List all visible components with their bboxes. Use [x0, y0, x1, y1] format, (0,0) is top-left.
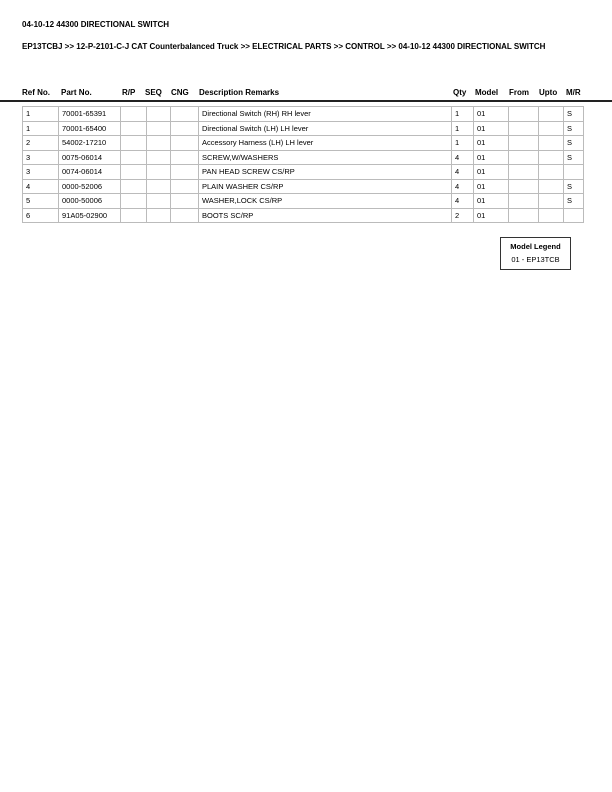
cell-seq: [147, 165, 171, 180]
cell-model: 01: [474, 194, 509, 209]
cell-qty: 1: [452, 107, 474, 122]
table-row: [23, 121, 584, 136]
legend-entry: 01 - EP13TCB: [511, 255, 560, 264]
cell-description: WASHER,LOCK CS/RP: [199, 194, 452, 209]
cell-qty: 2: [452, 208, 474, 223]
cell-seq: [147, 107, 171, 122]
cell-description: SCREW,W/WASHERS: [199, 150, 452, 165]
col-desc: Description Remarks: [199, 88, 280, 97]
cell-rp: [121, 121, 147, 136]
cell-mr: S: [564, 194, 584, 209]
cell-seq: [147, 208, 171, 223]
cell-seq: [147, 136, 171, 151]
cell-rp: [121, 136, 147, 151]
cell-rp: [121, 165, 147, 180]
cell-qty: 4: [452, 194, 474, 209]
cell-model: 01: [474, 136, 509, 151]
cell-part-no: 70001-65391: [59, 107, 121, 122]
table-row: [23, 208, 584, 223]
table-row: [23, 136, 584, 151]
cell-part-no: 0000-50006: [59, 194, 121, 209]
parts-table: [22, 106, 584, 223]
cell-cng: [171, 165, 199, 180]
col-upto: Upto: [539, 88, 558, 97]
cell-upto: [539, 107, 564, 122]
cell-model: 01: [474, 165, 509, 180]
cell-upto: [539, 121, 564, 136]
cell-from: [509, 165, 539, 180]
header-rule: [0, 100, 612, 102]
cell-mr: S: [564, 179, 584, 194]
col-from: From: [509, 88, 529, 97]
cell-seq: [147, 179, 171, 194]
cell-rp: [121, 150, 147, 165]
cell-part-no: 0074-06014: [59, 165, 121, 180]
cell-upto: [539, 194, 564, 209]
cell-seq: [147, 150, 171, 165]
cell-cng: [171, 107, 199, 122]
cell-model: 01: [474, 121, 509, 136]
cell-from: [509, 208, 539, 223]
legend-title: Model Legend: [510, 242, 561, 251]
cell-qty: 4: [452, 150, 474, 165]
model-legend: [500, 237, 571, 270]
cell-qty: 4: [452, 179, 474, 194]
col-qty: Qty: [453, 88, 467, 97]
page-title: 04-10-12 44300 DIRECTIONAL SWITCH: [22, 20, 170, 29]
cell-description: PAN HEAD SCREW CS/RP: [199, 165, 452, 180]
cell-from: [509, 179, 539, 194]
table-row: [23, 150, 584, 165]
cell-upto: [539, 208, 564, 223]
cell-description: Accessory Harness (LH) LH lever: [199, 136, 452, 151]
cell-mr: S: [564, 150, 584, 165]
cell-ref: 6: [23, 208, 59, 223]
cell-mr: [564, 208, 584, 223]
cell-from: [509, 150, 539, 165]
cell-cng: [171, 208, 199, 223]
col-ref: Ref No.: [22, 88, 50, 97]
cell-upto: [539, 150, 564, 165]
cell-ref: 1: [23, 107, 59, 122]
cell-rp: [121, 208, 147, 223]
cell-seq: [147, 121, 171, 136]
cell-seq: [147, 194, 171, 209]
col-mr: M/R: [566, 88, 581, 97]
col-part: Part No.: [61, 88, 92, 97]
cell-upto: [539, 179, 564, 194]
cell-description: PLAIN WASHER CS/RP: [199, 179, 452, 194]
cell-cng: [171, 121, 199, 136]
cell-rp: [121, 107, 147, 122]
cell-qty: 4: [452, 165, 474, 180]
table-row: [23, 165, 584, 180]
cell-from: [509, 107, 539, 122]
cell-rp: [121, 194, 147, 209]
col-seq: SEQ: [145, 88, 162, 97]
cell-ref: 1: [23, 121, 59, 136]
col-rp: R/P: [122, 88, 136, 97]
cell-model: 01: [474, 107, 509, 122]
cell-ref: 3: [23, 150, 59, 165]
cell-upto: [539, 165, 564, 180]
cell-ref: 5: [23, 194, 59, 209]
cell-cng: [171, 150, 199, 165]
cell-description: BOOTS SC/RP: [199, 208, 452, 223]
cell-model: 01: [474, 208, 509, 223]
cell-part-no: 0000-52006: [59, 179, 121, 194]
col-model: Model: [475, 88, 499, 97]
cell-qty: 1: [452, 136, 474, 151]
cell-model: 01: [474, 179, 509, 194]
cell-qty: 1: [452, 121, 474, 136]
cell-cng: [171, 136, 199, 151]
cell-part-no: 54002-17210: [59, 136, 121, 151]
cell-from: [509, 136, 539, 151]
cell-rp: [121, 179, 147, 194]
cell-mr: S: [564, 107, 584, 122]
table-row: [23, 194, 584, 209]
cell-cng: [171, 179, 199, 194]
breadcrumb: EP13TCBJ >> 12-P-2101-C-J CAT Counterbalanced Truck >> ELECTRICAL PARTS >> CONTROL >> 04-10-12 44300 DIRECTIONAL SWITCH: [22, 42, 546, 51]
cell-mr: S: [564, 136, 584, 151]
cell-from: [509, 194, 539, 209]
cell-part-no: 0075-06014: [59, 150, 121, 165]
cell-ref: 4: [23, 179, 59, 194]
table-row: [23, 179, 584, 194]
cell-ref: 2: [23, 136, 59, 151]
cell-upto: [539, 136, 564, 151]
cell-from: [509, 121, 539, 136]
table-row: [23, 107, 584, 122]
cell-model: 01: [474, 150, 509, 165]
cell-part-no: 91A05-02900: [59, 208, 121, 223]
col-cng: CNG: [171, 88, 189, 97]
cell-part-no: 70001-65400: [59, 121, 121, 136]
cell-mr: S: [564, 121, 584, 136]
cell-ref: 3: [23, 165, 59, 180]
cell-mr: [564, 165, 584, 180]
cell-description: Directional Switch (LH) LH lever: [199, 121, 452, 136]
cell-description: Directional Switch (RH) RH lever: [199, 107, 452, 122]
cell-cng: [171, 194, 199, 209]
